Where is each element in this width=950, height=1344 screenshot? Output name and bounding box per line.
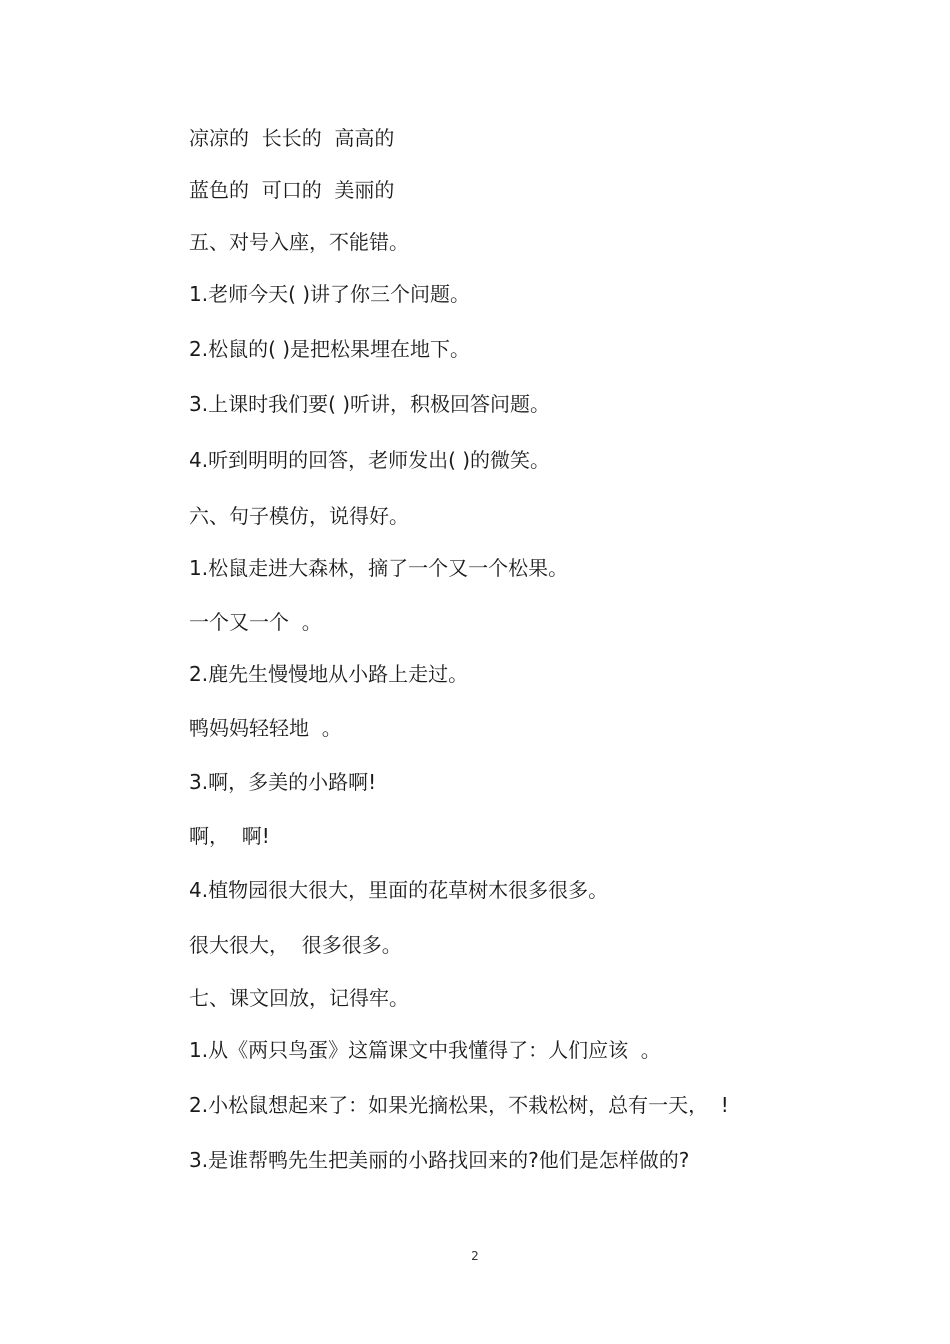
section-heading: 六、句子模仿，说得好。 <box>189 504 409 528</box>
question-item: 2.小松鼠想起来了：如果光摘松果，不栽松树，总有一天， ! <box>189 1093 729 1117</box>
question-item: 3.上课时我们要( )听讲，积极回答问题。 <box>189 392 551 416</box>
page-number: 2 <box>471 1249 479 1263</box>
question-item: 2.鹿先生慢慢地从小路上走过。 <box>189 662 469 686</box>
answer-line: 鸭妈妈轻轻地 。 <box>189 716 342 740</box>
answer-line: 很大很大， 很多很多。 <box>189 933 402 957</box>
section-heading: 七、课文回放，记得牢。 <box>189 986 409 1010</box>
text-line: 蓝色的 可口的 美丽的 <box>189 178 395 202</box>
question-item: 3.是谁帮鸭先生把美丽的小路找回来的?他们是怎样做的? <box>189 1148 690 1172</box>
question-item: 1.从《两只鸟蛋》这篇课文中我懂得了：人们应该 。 <box>189 1038 661 1062</box>
answer-line: 啊， 啊! <box>189 824 270 848</box>
answer-line: 一个又一个 。 <box>189 610 322 634</box>
text-line: 凉凉的 长长的 高高的 <box>189 126 395 150</box>
question-item: 2.松鼠的( )是把松果埋在地下。 <box>189 337 471 361</box>
section-heading: 五、对号入座，不能错。 <box>189 230 409 254</box>
question-item: 1.老师今天( )讲了你三个问题。 <box>189 282 471 306</box>
question-item: 4.植物园很大很大，里面的花草树木很多很多。 <box>189 878 609 902</box>
question-item: 3.啊，多美的小路啊! <box>189 770 377 794</box>
question-item: 4.听到明明的回答，老师发出( )的微笑。 <box>189 448 551 472</box>
question-item: 1.松鼠走进大森林，摘了一个又一个松果。 <box>189 556 569 580</box>
